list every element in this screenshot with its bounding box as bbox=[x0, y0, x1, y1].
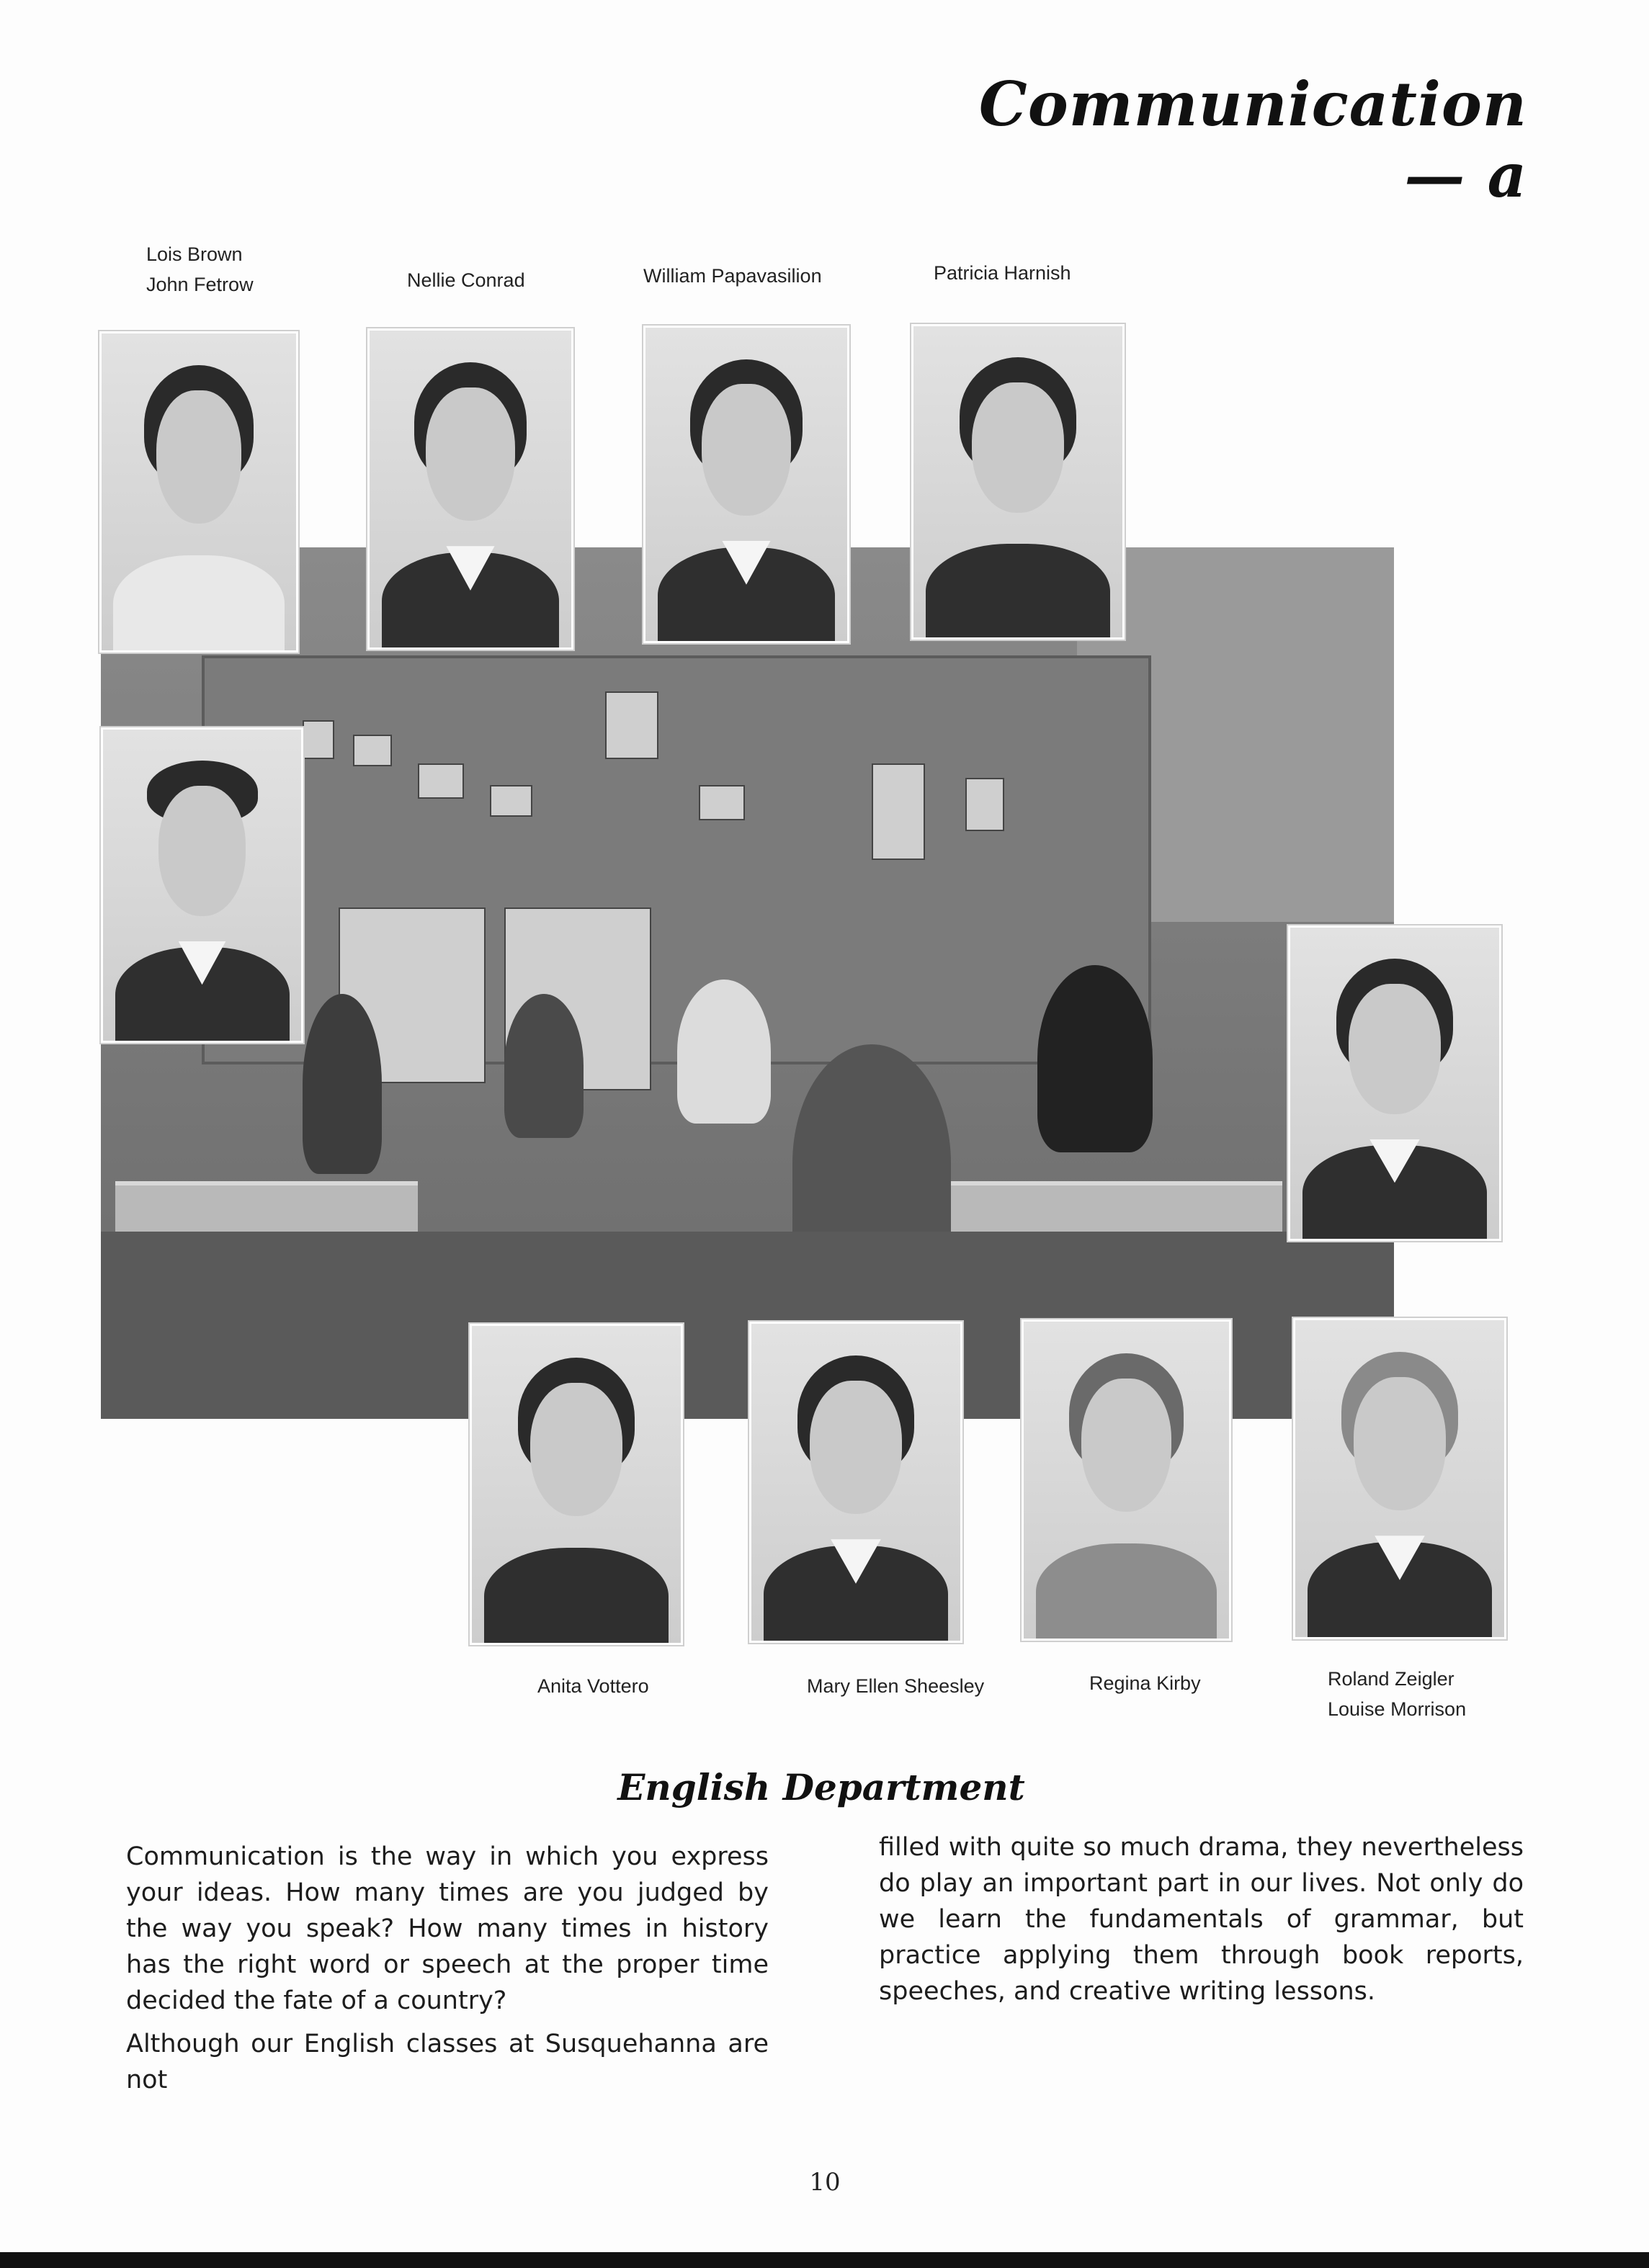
paragraph: Communication is the way in which you express your ideas. How many times are you judged by the way you speak? How many times in history has the right word or speech at the proper time decided the fate of a country? bbox=[126, 1842, 769, 2015]
caption-line: Lois Brown bbox=[146, 243, 243, 265]
page-edge bbox=[0, 2252, 1649, 2268]
portrait-photo bbox=[99, 331, 298, 653]
portrait-photo bbox=[470, 1324, 683, 1645]
caption-line: William Papavasilion bbox=[643, 265, 822, 287]
portrait-photo bbox=[367, 328, 573, 650]
caption-line: John Fetrow bbox=[146, 274, 254, 295]
board-picture bbox=[353, 735, 392, 766]
student-figure bbox=[1037, 965, 1153, 1152]
paragraph: filled with quite so much drama, they nevertheless do play an important part in our lives. Not only do we learn the fundamentals of grammar, but practice applying them through book reports, speeches, and creative writing lessons. bbox=[879, 1833, 1524, 2006]
board-picture bbox=[418, 763, 464, 799]
portrait-photo bbox=[749, 1322, 962, 1643]
paragraph: Although our English classes at Susquehanna are not bbox=[126, 2030, 769, 2094]
caption-line: Mary Ellen Sheesley bbox=[807, 1675, 985, 1697]
board-picture bbox=[872, 763, 925, 860]
caption-kirby bbox=[1089, 1668, 1201, 1698]
caption-line: Anita Vottero bbox=[537, 1675, 649, 1697]
body-column-left bbox=[126, 1839, 769, 2105]
caption-line: Regina Kirby bbox=[1089, 1672, 1201, 1694]
caption-line: Roland Zeigler bbox=[1328, 1668, 1454, 1690]
caption-sheesley bbox=[807, 1671, 984, 1701]
portrait-photo bbox=[1288, 925, 1501, 1241]
caption-line: Patricia Harnish bbox=[934, 262, 1071, 284]
board-picture bbox=[490, 785, 532, 817]
caption-zeigler-morrison bbox=[1328, 1664, 1466, 1724]
portrait-photo bbox=[1022, 1319, 1231, 1641]
caption-harnish bbox=[934, 258, 1071, 288]
section-subheading: English Department bbox=[617, 1766, 1025, 1808]
portrait-photo bbox=[911, 324, 1125, 640]
portrait-photo bbox=[643, 326, 849, 643]
student-figure bbox=[677, 980, 771, 1124]
caption-line: Nellie Conrad bbox=[407, 269, 525, 291]
board-picture bbox=[699, 785, 745, 820]
page-heading: Communication — a bbox=[978, 68, 1527, 211]
portrait-photo bbox=[101, 727, 303, 1043]
caption-papavasilion bbox=[643, 261, 822, 291]
caption-vottero bbox=[537, 1671, 649, 1701]
body-column-right bbox=[879, 1829, 1524, 2017]
caption-conrad bbox=[407, 265, 525, 295]
student-figure bbox=[504, 994, 584, 1138]
student-figure bbox=[303, 994, 382, 1174]
board-picture bbox=[605, 691, 658, 759]
board-picture bbox=[303, 720, 334, 759]
board-picture bbox=[965, 778, 1004, 831]
portrait-photo bbox=[1293, 1318, 1506, 1639]
caption-brown-fetrow bbox=[146, 239, 254, 300]
page-number: 10 bbox=[809, 2168, 841, 2197]
caption-line: Louise Morrison bbox=[1328, 1698, 1467, 1720]
